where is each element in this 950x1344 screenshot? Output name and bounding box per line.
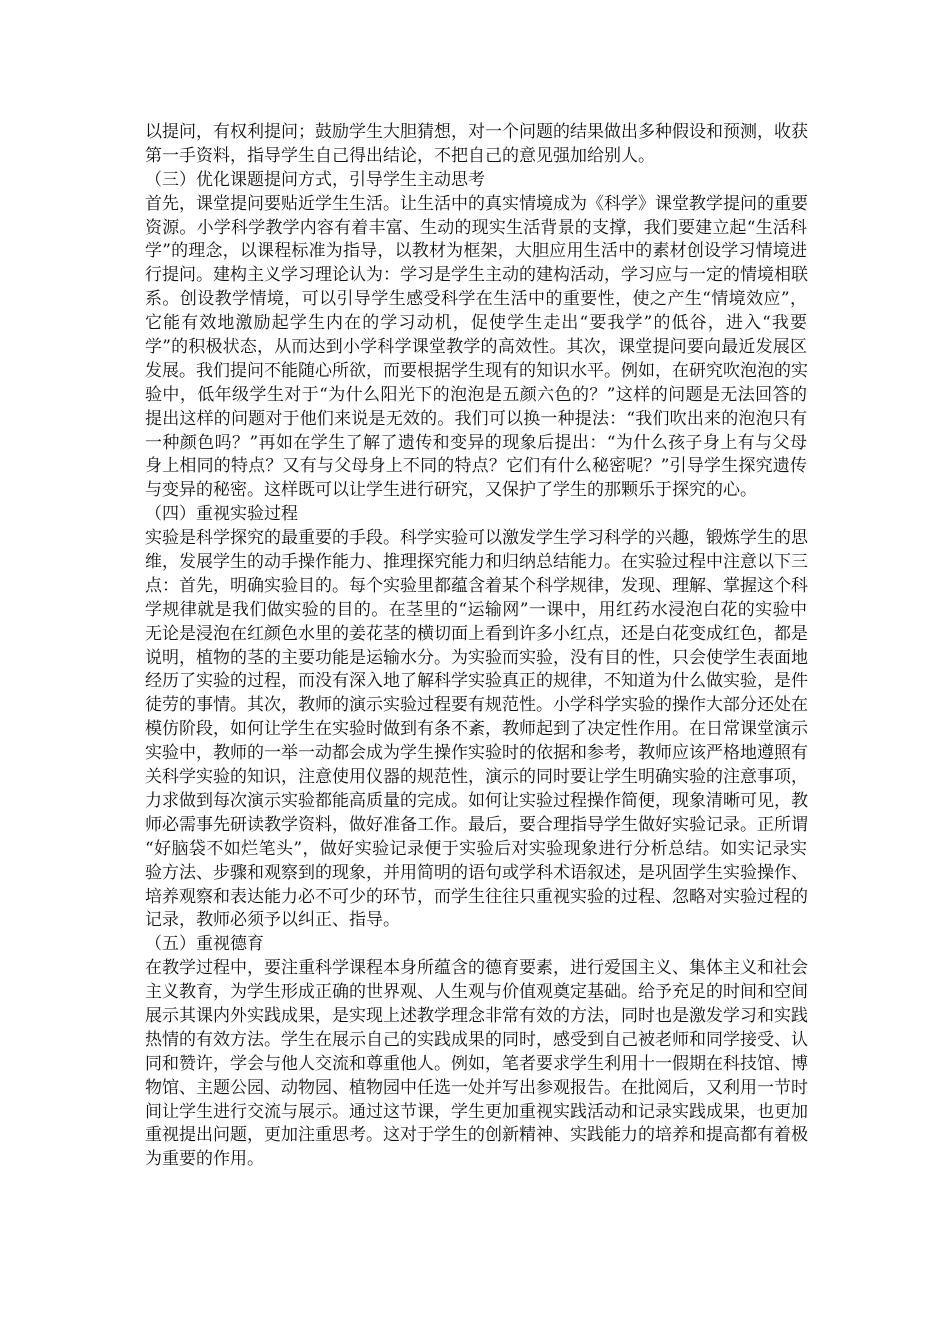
text-line: （三）优化课题提问方式，引导学生主动思考 [145,169,485,190]
text-line: 主义教育，为学生形成正确的世界观、人生观与价值观奠定基础。给予充足的时间和空间 [145,982,808,1003]
text-line: 身上相同的特点？又有与父母身上不同的特点？它们有什么秘密呢？”引导学生探究遗传 [145,456,807,477]
section-heading [145,169,807,193]
text-line: 首先，课堂提问要贴近学生生活。让生活中的真实情境成为《科学》课堂教学提问的重要 [145,193,808,214]
text-line: 系。创设教学情境，可以引导学生感受科学在生活中的重要性，使之产生“情境效应”， [145,289,807,310]
text-line: 间让学生进行交流与展示。通过这节课，学生更加重视实践活动和记录实践成果，也更加 [145,1101,808,1122]
text-line: 无论是浸泡在红颜色水里的姜花茎的横切面上看到许多小红点，还是白花变成红色，都是 [145,623,808,644]
body-paragraph [145,121,807,169]
text-line: 验方法、步骤和观察到的现象，并用简明的语句或学科术语叙述，是巩固学生实验操作、 [145,862,808,883]
text-line: 以提问，有权利提问；鼓励学生大胆猜想，对一个问题的结果做出多种假设和预测，收获 [145,122,808,142]
text-line: 模仿阶段，如何让学生在实验时做到有条不紊，教师起到了决定性作用。在日常课堂演示 [145,719,808,740]
section-heading [145,503,807,527]
text-line: 提出这样的问题对于他们来说是无效的。我们可以换一种提法：“我们吹出来的泡泡只有 [145,408,807,429]
text-line: 它能有效地激励起学生内在的学习动机，促使学生走出“要我学”的低谷，进入“我要 [145,313,807,334]
text-line: 展示其课内外实践成果，是实现上述教学理念非常有效的方法，同时也是激发学习和实践 [145,1005,808,1026]
text-line: 验中，低年级学生对于“为什么阳光下的泡泡是五颜六色的？”这样的问题是无法回答的 [145,384,807,405]
body-paragraph [145,193,807,504]
text-line: 物馆、主题公园、动物园、植物园中任选一处并写出参观报告。在批阅后，又利用一节时 [145,1077,808,1098]
text-line: 行提问。建构主义学习理论认为：学习是学生主动的建构活动，学习应与一定的情境相联 [145,265,808,286]
text-line: 重视提出问题，更加注重思考。这对于学生的创新精神、实践能力的培养和提高都有着极 [145,1125,808,1146]
text-line: 学”的积极状态，从而达到小学科学课堂教学的高效性。其次，课堂提问要向最近发展区 [145,337,807,358]
text-line: （四）重视实验过程 [145,504,298,525]
text-line: 点：首先，明确实验目的。每个实验里都蕴含着某个科学规律，发现、理解、掌握这个科 [145,575,808,596]
text-line: （五）重视德育 [145,934,264,955]
text-line: 学规律就是我们做实验的目的。在茎里的“运输网”一课中，用红药水浸泡白花的实验中 [145,599,807,620]
text-line: 热情的有效方法。学生在展示自己的实践成果的同时，感受到自己被老师和同学接受、认 [145,1029,808,1050]
text-line: 徒劳的事情。其次，教师的演示实验过程要有规范性。小学科学实验的操作大部分还处在 [145,695,808,716]
text-line: 发展。我们提问不能随心所欲，而要根据学生现有的知识水平。例如，在研究吹泡泡的实 [145,360,808,381]
text-line: 实验是科学探究的最重要的手段。科学实验可以激发学生学习科学的兴趣，锻炼学生的思 [145,528,808,549]
text-line: 力求做到每次演示实验都能高质量的完成。如何让实验过程操作简便，现象清晰可见，教 [145,790,808,811]
text-line: 实验中，教师的一举一动都会成为学生操作实验时的依据和参考，教师应该严格地遵照有 [145,743,808,764]
text-line: 一种颜色吗？”再如在学生了解了遗传和变异的现象后提出：“为什么孩子身上有与父母 [145,432,807,453]
text-line: 维，发展学生的动手操作能力、推理探究能力和归纳总结能力。在实验过程中注意以下三 [145,552,808,573]
text-line: 为重要的作用。 [145,1149,264,1170]
text-line: 关科学实验的知识，注意使用仪器的规范性，演示的同时要让学生明确实验的注意事项， [145,767,808,788]
body-paragraph [145,957,807,1172]
document-page [145,121,807,1172]
text-line: 第一手资料，指导学生自己得出结论，不把自己的意见强加给别人。 [145,145,655,166]
body-paragraph [145,527,807,933]
text-line: 在教学过程中，要注重科学课程本身所蕴含的德育要素，进行爱国主义、集体主义和社会 [145,958,808,979]
text-line: 培养观察和表达能力必不可少的环节，而学生往往只重视实验的过程、忽略对实验过程的 [145,886,808,907]
text-line: 与变异的秘密。这样既可以让学生进行研究，又保护了学生的那颗乐于探究的心。 [145,480,757,501]
section-heading [145,933,807,957]
text-line: 说明，植物的茎的主要功能是运输水分。为实验而实验，没有目的性，只会使学生表面地 [145,647,808,668]
text-line: 资源。小学科学教学内容有着丰富、生动的现实生活背景的支撑，我们要建立起“生活科 [145,217,807,238]
text-line: 经历了实验的过程，而没有深入地了解科学实验真正的规律，不知道为什么做实验，是件 [145,671,808,692]
text-line: 学”的理念，以课程标准为指导，以教材为框架，大胆应用生活中的素材创设学习情境进 [145,241,807,262]
text-line: 同和赞许，学会与他人交流和尊重他人。例如，笔者要求学生利用十一假期在科技馆、博 [145,1053,808,1074]
text-line: 记录，教师必须予以纠正、指导。 [145,910,400,931]
text-line: 师必需事先研读教学资料，做好准备工作。最后，要合理指导学生做好实验记录。正所谓 [145,814,808,835]
text-line: “好脑袋不如烂笔头”，做好实验记录便于实验后对实验现象进行分析总结。如实记录实 [145,838,807,859]
